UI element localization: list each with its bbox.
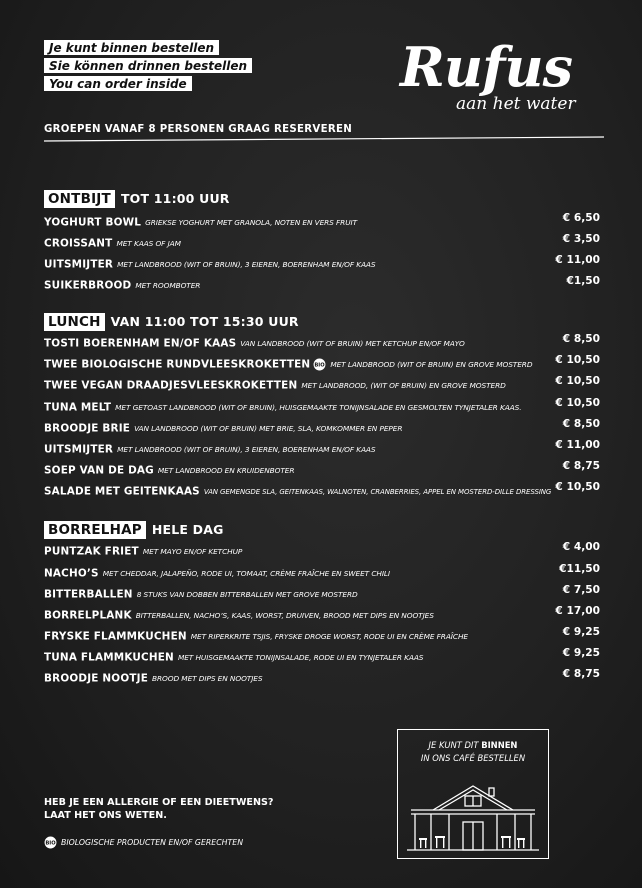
item-price: € 17,00 bbox=[555, 605, 600, 617]
menu-item bbox=[44, 333, 600, 349]
item-price: € 8,50 bbox=[562, 418, 600, 430]
allergy-note bbox=[44, 796, 273, 822]
section-header-borrelhap bbox=[44, 519, 224, 537]
item-name: PUNTZAK FRIET bbox=[44, 545, 139, 558]
menu-item bbox=[44, 541, 600, 557]
item-description: MET CHEDDAR, JALAPEÑO, RODE UI, TOMAAT, CRÈME FRAÎCHE EN SWEET CHILI bbox=[102, 569, 391, 578]
item-name: SALADE MET GEITENKAAS bbox=[44, 485, 200, 498]
logo-name: Rufus bbox=[400, 35, 573, 99]
menu-item bbox=[44, 275, 600, 291]
item-description: MET LANDBROOD, (WIT OF BRUIN) EN GROVE MOSTERD bbox=[301, 381, 506, 390]
logo-tagline: aan het water bbox=[456, 94, 576, 114]
item-description: MET LANDBROOD (WIT OF BRUIN) EN GROVE MOSTERD bbox=[330, 360, 533, 369]
item-price: € 7,50 bbox=[562, 584, 600, 596]
item-name: TUNA MELT bbox=[44, 401, 112, 414]
allergy-note-line: LAAT HET ONS WETEN. bbox=[44, 810, 167, 821]
item-description: MET KAAS OF JAM bbox=[116, 239, 181, 248]
menu-item bbox=[44, 647, 600, 663]
item-name: TUNA FLAMMKUCHEN bbox=[44, 651, 174, 664]
rufus-logo bbox=[398, 30, 598, 115]
menu-item bbox=[44, 626, 600, 642]
divider-line bbox=[44, 136, 604, 144]
menu-item bbox=[44, 460, 600, 476]
menu-item bbox=[44, 254, 600, 270]
item-description: VAN GEMENGDE SLA, GEITENKAAS, WALNOTEN, CRANBERRIES, APPEL EN MOSTERD-DILLE DRESSING bbox=[203, 487, 552, 496]
item-price: € 6,50 bbox=[562, 212, 600, 224]
menu-item bbox=[44, 418, 600, 434]
item-name: TWEE VEGAN DRAADJESVLEESKROKETTEN bbox=[44, 379, 298, 392]
item-name: BITTERBALLEN bbox=[44, 588, 133, 601]
section-time: VAN 11:00 TOT 15:30 UUR bbox=[110, 313, 299, 329]
bio-legend bbox=[44, 832, 243, 848]
item-name: TOSTI BOERENHAM EN/OF KAAS bbox=[44, 337, 237, 350]
menu-item bbox=[44, 397, 600, 413]
bio-badge-text: BIO bbox=[314, 362, 325, 369]
item-name: FRYSKE FLAMMKUCHEN bbox=[44, 630, 187, 643]
reservation-note: GROEPEN VANAF 8 PERSONEN GRAAG RESERVEREN bbox=[44, 124, 353, 135]
item-price: € 10,50 bbox=[555, 397, 600, 409]
cafe-box-line1-bold: BINNEN bbox=[481, 740, 518, 750]
item-name: SOEP VAN DE DAG bbox=[44, 464, 154, 477]
menu-item bbox=[44, 375, 600, 391]
item-description: MET RIPERKRITE TSJIS, FRYSKE DROGE WORST, RODE UI EN CRÈME FRAÎCHE bbox=[190, 632, 468, 641]
item-name: CROISSANT bbox=[44, 237, 113, 250]
menu-item bbox=[44, 233, 600, 249]
item-name: BROODJE BRIE bbox=[44, 422, 131, 435]
item-description: MET LANDBROOD EN KRUIDENBOTER bbox=[157, 466, 295, 475]
cafe-order-box bbox=[397, 729, 549, 859]
item-name: UITSMIJTER bbox=[44, 443, 114, 456]
item-description: VAN LANDBROOD (WIT OF BRUIN) MET BRIE, SLA, KOMKOMMER EN PEPER bbox=[134, 424, 403, 433]
item-price: € 9,25 bbox=[562, 647, 600, 659]
bio-legend-text: BIOLOGISCHE PRODUCTEN EN/OF GERECHTEN bbox=[61, 838, 244, 847]
item-description: MET ROOMBOTER bbox=[135, 281, 201, 290]
menu-item bbox=[44, 212, 600, 228]
allergy-note-line: HEB JE EEN ALLERGIE OF EEN DIEETWENS? bbox=[44, 797, 274, 808]
cafe-building-icon bbox=[403, 772, 543, 856]
menu-item bbox=[44, 354, 600, 370]
item-price: € 3,50 bbox=[562, 233, 600, 245]
menu-item bbox=[44, 563, 600, 579]
menu-item bbox=[44, 481, 600, 497]
item-price: € 9,25 bbox=[562, 626, 600, 638]
item-name: SUIKERBROOD bbox=[44, 279, 132, 292]
item-name: TWEE BIOLOGISCHE RUNDVLEESKROKETTEN bbox=[44, 358, 311, 371]
item-name: BORRELPLANK bbox=[44, 609, 132, 622]
section-label: LUNCH bbox=[44, 313, 105, 331]
item-price: €1,50 bbox=[566, 275, 600, 287]
item-description: MET LANDBROOD (WIT OF BRUIN), 3 EIEREN, BOERENHAM EN/OF KAAS bbox=[117, 445, 376, 454]
section-time: HELE DAG bbox=[151, 521, 224, 537]
item-description: BROOD MET DIPS EN NOOTJES bbox=[152, 674, 263, 683]
menu-item bbox=[44, 668, 600, 684]
item-price: € 8,75 bbox=[562, 668, 600, 680]
section-time: TOT 11:00 UUR bbox=[120, 190, 230, 206]
section-label: BORRELHAP bbox=[44, 521, 146, 539]
menu-item bbox=[44, 439, 600, 455]
item-description: MET GETOAST LANDBROOD (WIT OF BRUIN), HUISGEMAAKTE TONIJNSALADE EN GESMOLTEN TYNJETALER KAAS. bbox=[115, 403, 522, 412]
item-price: € 8,75 bbox=[562, 460, 600, 472]
bio-badge-text: BIO bbox=[45, 840, 56, 847]
item-name: UITSMIJTER bbox=[44, 258, 114, 271]
bio-badge-icon bbox=[313, 358, 326, 371]
item-price: € 10,50 bbox=[555, 481, 600, 493]
item-price: € 11,00 bbox=[555, 439, 600, 451]
section-header-ontbijt bbox=[44, 188, 230, 206]
item-price: € 8,50 bbox=[562, 333, 600, 345]
item-price: €11,50 bbox=[559, 563, 600, 575]
item-price: € 10,50 bbox=[555, 375, 600, 387]
order-inside-tag-nl: Je kunt binnen bestellen bbox=[44, 40, 219, 55]
item-description: 8 STUKS VAN DOBBEN BITTERBALLEN MET GROVE MOSTERD bbox=[136, 590, 358, 599]
menu-item bbox=[44, 605, 600, 621]
item-name: NACHO’S bbox=[44, 567, 99, 580]
item-price: € 11,00 bbox=[555, 254, 600, 266]
item-description: MET HUISGEMAAKTE TONIJNSALADE, RODE UI EN TYNJETALER KAAS bbox=[177, 653, 424, 662]
item-price: € 4,00 bbox=[562, 541, 600, 553]
section-label: ONTBIJT bbox=[44, 190, 115, 208]
order-inside-tag-de: Sie können drinnen bestellen bbox=[44, 58, 252, 73]
bio-badge-icon bbox=[44, 836, 57, 849]
item-name: BROODJE NOOTJE bbox=[44, 672, 149, 685]
cafe-box-line1 bbox=[398, 740, 548, 750]
item-price: € 10,50 bbox=[555, 354, 600, 366]
menu-item bbox=[44, 584, 600, 600]
item-description: VAN LANDBROOD (WIT OF BRUIN) MET KETCHUP EN/OF MAYO bbox=[240, 339, 465, 348]
cafe-box-line2: IN ONS CAFÉ BESTELLEN bbox=[420, 753, 526, 763]
section-header-lunch bbox=[44, 311, 299, 329]
item-description: GRIEKSE YOGHURT MET GRANOLA, NOTEN EN VERS FRUIT bbox=[145, 218, 358, 227]
item-name: YOGHURT BOWL bbox=[44, 216, 142, 229]
order-inside-tag-en: You can order inside bbox=[44, 76, 192, 91]
item-description: MET MAYO EN/OF KETCHUP bbox=[142, 547, 243, 556]
cafe-box-line1-pre: JE KUNT DIT bbox=[428, 740, 482, 750]
item-description: MET LANDBROOD (WIT OF BRUIN), 3 EIEREN, BOERENHAM EN/OF KAAS bbox=[117, 260, 376, 269]
item-description: BITTERBALLEN, NACHO’S, KAAS, WORST, DRUIVEN, BROOD MET DIPS EN NOOTJES bbox=[135, 611, 434, 620]
